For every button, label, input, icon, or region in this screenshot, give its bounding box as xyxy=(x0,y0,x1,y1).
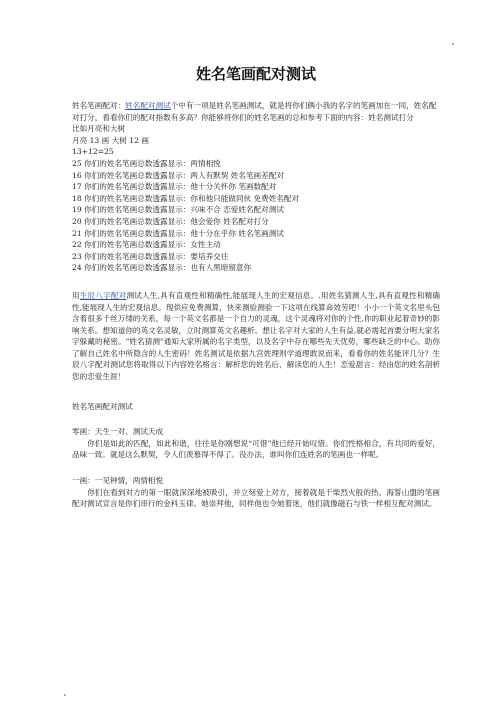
intro-paragraph xyxy=(72,100,440,123)
corner-mark xyxy=(64,694,66,696)
bazi-link[interactable]: 生辰八字配对 xyxy=(79,290,127,300)
result-item: 25 你们的姓名笔画总数透露显示：两情相悦 xyxy=(72,158,221,168)
para-body: 测试人生,具有直观性和精确性,能展现人生的宏观信息。.用姓名猜测人生,具有直观性和精确性,能展现人生的宏观信息。现供应免费测算，快来测验测验一下这项在线算命效劳吧！小小一个英文名里头包含着很多千丝万缕的关系，每一个英文名都是一个自力的灵魂，这个灵魂将对你的个性,你的职业起着奇妙的影响关系。想知道你的英文名灵敏，立时测算英文名趣析。想让名字对大家的人生有益,就必需起首要分明大家名字躲藏的秘密。"姓名猜测"通知大家所属的名字类型，以及名字中存在哪些先天优势，哪些缺乏的中心。助你了解自己姓名中所隐含的人生密码！姓名测试是依据九宫姓理则学道理敢说而来，看看你的姓名能评几分？生辰八字配对测试您将取得以下内容姓名格言：解析您的姓名后，解读您的人生！恋爱甜言：经由您的姓名剖析您的恋爱生涯！ xyxy=(72,290,441,382)
corner-mark xyxy=(452,43,454,45)
result-item: 18 你们的姓名笔画总数透露显示：你和他只能做同伙 免费姓名配对 xyxy=(72,193,300,203)
zero-body: 你们是如此的匹配，如此和谐，往往是你刚想说“可惜”他已经开始叹惜。你们性格相合，有共同的爱好，品味一致。就是这么默契，令人们羡慕得不得了。没办法，谁叫你们连姓名的笔画也一样呢。 xyxy=(72,438,440,460)
one-body: 你们在看到对方的第一眼就深深地被吸引，并立刻爱上对方，接着就是干柴烈火般的热。海誓山盟的笔画配对测试宣言是你们串行的金科玉律。她崇拜他，同样他也令她着迷，他们就像磁石与铁一样相互配对测试。 xyxy=(72,487,440,509)
section-title: 姓名笔画配对测试 xyxy=(72,401,133,411)
result-item: 22 你们的姓名笔画总数透露显示：女性主动 xyxy=(72,240,221,250)
result-item: 19 你们的姓名笔画总数透露显示：兴味不合 恋爱姓名配对测试 xyxy=(72,205,284,215)
result-item: 16 你们的姓名笔画总数透露显示：两人有默契 姓名笔画差配对 xyxy=(72,170,284,180)
one-title: 一画：一见钟情，两情相悦 xyxy=(72,476,164,486)
intro-link[interactable]: 姓名配对测试 xyxy=(125,101,171,110)
intro-suffix: 个中有一项是姓名笔画测试，就是将你们俩小我的名字的笔画加在一同，姓名配对打分，看看你们的配对指数有多高？你能够将你们的姓名笔画的总和参考下面的内容：姓名测试打分 xyxy=(72,101,437,122)
page-title: 姓名笔画配对测试 xyxy=(195,65,316,83)
result-item: 24 你们的姓名笔画总数透露显示：也有人黑暗留意你 xyxy=(72,263,252,273)
results-list xyxy=(72,158,440,274)
result-item: 23 你们的姓名笔画总数透露显示：要培养交往 xyxy=(72,251,229,261)
example-line: 月亮 13 画 大树 12 画 xyxy=(72,135,149,145)
result-item: 17 你们的姓名笔画总数透露显示：他十分关怀你 笔画数配对 xyxy=(72,182,277,192)
result-item: 21 你们的姓名笔画总数透露显示：他十分在乎你 姓名笔画测试 xyxy=(72,228,284,238)
example-line: 13+12=25 xyxy=(72,147,114,157)
intro-prefix: 姓名笔画配对： xyxy=(72,101,126,110)
zero-title: 零画：天生一对、测试天成 xyxy=(72,427,164,437)
para-prefix: 用 xyxy=(72,290,80,300)
example-line: 比如月亮和大树 xyxy=(72,124,126,134)
result-item: 20 你们的姓名笔画总数透露显示：他会爱你 姓名配对打分 xyxy=(72,216,269,226)
body-paragraph xyxy=(72,290,440,383)
spacer xyxy=(72,274,440,290)
